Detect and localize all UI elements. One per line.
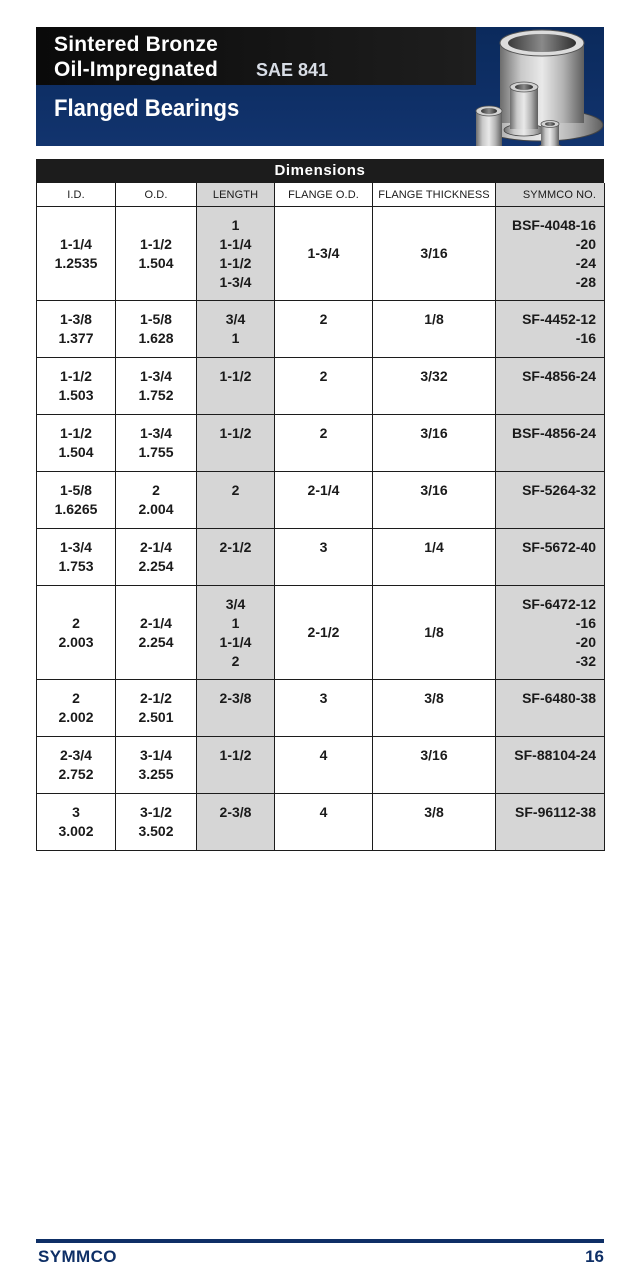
cell-id: [37, 358, 116, 415]
cell-symmco-no: [496, 301, 605, 358]
cell-flange-od: [275, 680, 373, 737]
cell-symmco-no: [496, 472, 605, 529]
cell-symmco-no-line: -20: [575, 634, 596, 650]
cell-length-line: 2: [231, 653, 240, 669]
table-row: [37, 207, 605, 301]
cell-flange-od: [275, 794, 373, 851]
cell-flange-od-line: 3: [319, 690, 328, 706]
cell-symmco-no-line: -28: [575, 274, 596, 290]
cell-symmco-no-line: SF-5264-32: [522, 482, 596, 498]
table-row: [37, 680, 605, 737]
cell-od-line: 2-1/4: [140, 539, 172, 555]
cell-flange-thickness-line: 1/8: [424, 624, 444, 640]
cell-symmco-no-line: BSF-4856-24: [511, 425, 596, 441]
cell-flange-od-line: 2: [319, 425, 328, 441]
cell-flange-od-line: 2-1/2: [307, 624, 340, 640]
cell-flange-od-line: 4: [319, 747, 328, 763]
cell-flange-od: [275, 415, 373, 472]
header-banner: [36, 27, 604, 146]
cell-od-line: 2-1/2: [140, 690, 172, 706]
cell-symmco-no: [496, 794, 605, 851]
col-header-od: O.D.: [116, 183, 197, 207]
cell-symmco-no-line: SF-6480-38: [522, 690, 596, 706]
cell-flange-thickness-line: 1/8: [424, 311, 444, 327]
cell-length: [197, 301, 275, 358]
cell-id-line: 2.003: [58, 633, 94, 650]
cell-length-line: 2-1/2: [219, 539, 252, 555]
cell-id-line: 1.2535: [54, 254, 98, 271]
cell-length: [197, 472, 275, 529]
cell-id-line: 2-3/4: [60, 747, 92, 763]
table-row: [37, 472, 605, 529]
cell-flange-od-line: 3: [319, 539, 328, 555]
cell-length: [197, 586, 275, 680]
table-row: [37, 737, 605, 794]
cell-od-line: 2.254: [138, 558, 174, 574]
cell-length: [197, 529, 275, 586]
cell-od-line: 1.752: [138, 387, 174, 403]
cell-id: [37, 586, 116, 680]
cell-flange-thickness: [373, 680, 496, 737]
col-header-flange-od: FLANGE O.D.: [275, 183, 373, 207]
title-line-1: Sintered Bronze: [54, 33, 219, 56]
page-title: Flanged Bearings: [54, 95, 240, 122]
cell-flange-thickness-line: 3/8: [424, 804, 444, 820]
cell-flange-od: [275, 472, 373, 529]
col-header-flange-thickness: FLANGE THICKNESS: [373, 183, 496, 207]
spec-label: SAE 841: [256, 60, 329, 80]
bearings-photo: [426, 27, 604, 146]
cell-symmco-no-line: -16: [575, 330, 596, 346]
cell-flange-thickness-line: 3/32: [420, 368, 448, 384]
cell-length-line: 1-1/4: [219, 236, 252, 252]
cell-symmco-no: [496, 358, 605, 415]
cell-length-line: 1: [231, 217, 240, 233]
cell-id-line: 3.002: [58, 823, 94, 839]
cell-id-line: 1.504: [58, 444, 94, 460]
cell-od-line: 1.628: [138, 330, 174, 346]
table-row: [37, 358, 605, 415]
cell-od-line: 1-1/2: [140, 235, 172, 252]
cell-symmco-no-line: SF-6472-12: [522, 596, 596, 612]
cell-length-line: 1-1/4: [219, 634, 252, 650]
cell-id: [37, 737, 116, 794]
cell-od-line: 2.501: [138, 709, 174, 725]
cell-flange-thickness: [373, 737, 496, 794]
cell-id-line: 1.503: [58, 387, 94, 403]
cell-id-line: 1.6265: [54, 501, 98, 517]
cell-flange-od: [275, 207, 373, 301]
cell-flange-thickness: [373, 301, 496, 358]
cell-od: [116, 586, 197, 680]
cell-id-line: 2: [72, 690, 80, 706]
cell-id-line: 1-3/4: [60, 539, 92, 555]
cell-od-line: 2: [152, 482, 160, 498]
cell-id-line: 2: [72, 614, 80, 631]
medium-bearing: [504, 82, 544, 136]
cell-id-line: 2.002: [58, 709, 94, 725]
cell-symmco-no-line: SF-88104-24: [514, 747, 596, 763]
bearing-table: [36, 183, 605, 851]
cell-symmco-no-line: -16: [575, 615, 596, 631]
table-row: [37, 586, 605, 680]
cell-od-line: 1-3/4: [140, 425, 172, 441]
cell-flange-thickness-line: 3/16: [420, 425, 448, 441]
footer-brand: SYMMCO: [38, 1247, 117, 1266]
cell-od: [116, 301, 197, 358]
cell-flange-od-line: 1-3/4: [307, 245, 340, 261]
cell-od-line: 2.254: [138, 633, 174, 650]
cell-id: [37, 207, 116, 301]
cell-length-line: 1: [231, 615, 240, 631]
cell-flange-od: [275, 358, 373, 415]
cell-id-line: 1-3/8: [60, 311, 92, 327]
cell-od-line: 2-1/4: [140, 614, 172, 631]
cell-flange-thickness: [373, 207, 496, 301]
cell-od-line: 3-1/2: [140, 804, 172, 820]
cell-od-line: 3-1/4: [140, 747, 172, 763]
table-row: [37, 529, 605, 586]
cell-flange-thickness-line: 3/8: [424, 690, 444, 706]
cell-flange-thickness: [373, 472, 496, 529]
cell-flange-od: [275, 301, 373, 358]
cell-length-line: 3/4: [225, 311, 246, 327]
cell-length-line: 1-3/4: [219, 274, 252, 290]
cell-length-line: 2-3/8: [219, 804, 252, 820]
cell-length: [197, 358, 275, 415]
cell-length-line: 3/4: [225, 596, 246, 612]
cell-flange-od: [275, 529, 373, 586]
cell-od-line: 1-5/8: [140, 311, 172, 327]
col-header-id: I.D.: [37, 183, 116, 207]
cell-id: [37, 680, 116, 737]
cell-od-line: 1-3/4: [140, 368, 172, 384]
cell-symmco-no-line: BSF-4048-16: [511, 217, 596, 233]
cell-length-line: 2-3/8: [219, 690, 252, 706]
cell-od: [116, 415, 197, 472]
footer-rule: [36, 1239, 604, 1243]
cell-length-line: 1: [231, 330, 240, 346]
cell-symmco-no: [496, 207, 605, 301]
cell-od-line: 2.004: [138, 501, 174, 517]
cell-length: [197, 680, 275, 737]
page-number: 16: [585, 1247, 604, 1266]
cell-id: [37, 794, 116, 851]
cell-id-line: 1.377: [58, 330, 94, 346]
cell-od-line: 1.504: [138, 254, 174, 271]
cell-length: [197, 415, 275, 472]
cell-flange-od-line: 2: [319, 311, 328, 327]
cell-od: [116, 680, 197, 737]
cell-od-line: 3.502: [138, 823, 174, 839]
cell-flange-thickness: [373, 586, 496, 680]
cell-od: [116, 358, 197, 415]
cell-flange-od-line: 4: [319, 804, 328, 820]
cell-flange-thickness-line: 3/16: [420, 747, 448, 763]
table-row: [37, 794, 605, 851]
cell-symmco-no: [496, 529, 605, 586]
cell-flange-od-line: 2-1/4: [307, 482, 340, 498]
cell-symmco-no: [496, 737, 605, 794]
cell-symmco-no: [496, 415, 605, 472]
cell-id-line: 1-1/4: [60, 235, 92, 252]
cell-flange-thickness: [373, 415, 496, 472]
cell-flange-thickness: [373, 529, 496, 586]
cell-flange-thickness: [373, 358, 496, 415]
cell-flange-od-line: 2: [319, 368, 328, 384]
column-header-row: [37, 183, 605, 207]
cell-id: [37, 472, 116, 529]
cell-symmco-no-line: SF-4856-24: [522, 368, 596, 384]
cell-symmco-no-line: SF-96112-38: [515, 804, 596, 820]
cell-od-line: 1.755: [138, 444, 174, 460]
cell-od: [116, 472, 197, 529]
cell-od-line: 3.255: [138, 766, 174, 782]
cell-od: [116, 529, 197, 586]
cell-length: [197, 737, 275, 794]
cell-id-line: 1-5/8: [60, 482, 92, 498]
cell-symmco-no: [496, 586, 605, 680]
cell-length-line: 1-1/2: [219, 255, 252, 271]
col-header-symmco-no: SYMMCO NO.: [496, 183, 605, 207]
cell-symmco-no-line: -32: [575, 653, 596, 669]
cell-id-line: 1-1/2: [60, 368, 92, 384]
cell-flange-od: [275, 586, 373, 680]
cell-id: [37, 415, 116, 472]
cell-symmco-no-line: SF-4452-12: [522, 311, 596, 327]
cell-symmco-no-line: -20: [575, 236, 596, 252]
cell-id-line: 1.753: [58, 558, 94, 574]
table-row: [37, 301, 605, 358]
cell-id: [37, 301, 116, 358]
cell-length-line: 2: [231, 482, 240, 498]
cell-length: [197, 794, 275, 851]
cell-od: [116, 207, 197, 301]
dimensions-table: [36, 159, 604, 851]
cell-id-line: 1-1/2: [60, 425, 92, 441]
cell-symmco-no-line: -24: [575, 255, 596, 271]
cell-flange-thickness-line: 3/16: [420, 482, 448, 498]
cell-od: [116, 794, 197, 851]
cell-flange-thickness-line: 3/16: [420, 245, 448, 261]
cell-length-line: 1-1/2: [219, 425, 252, 441]
cell-id-line: 2.752: [58, 766, 94, 782]
cell-flange-thickness: [373, 794, 496, 851]
small-bearing-left: [468, 106, 508, 146]
col-header-length: LENGTH: [197, 183, 275, 207]
cell-flange-od: [275, 737, 373, 794]
table-row: [37, 415, 605, 472]
cell-id: [37, 529, 116, 586]
title-line-2: Oil-Impregnated: [54, 58, 219, 81]
dimensions-heading: Dimensions: [36, 159, 604, 183]
cell-flange-thickness-line: 1/4: [424, 539, 444, 555]
cell-od: [116, 737, 197, 794]
cell-length-line: 1-1/2: [219, 368, 252, 384]
cell-symmco-no: [496, 680, 605, 737]
cell-length-line: 1-1/2: [219, 747, 252, 763]
cell-id-line: 3: [72, 804, 80, 820]
cell-length: [197, 207, 275, 301]
cell-symmco-no-line: SF-5672-40: [522, 539, 596, 555]
